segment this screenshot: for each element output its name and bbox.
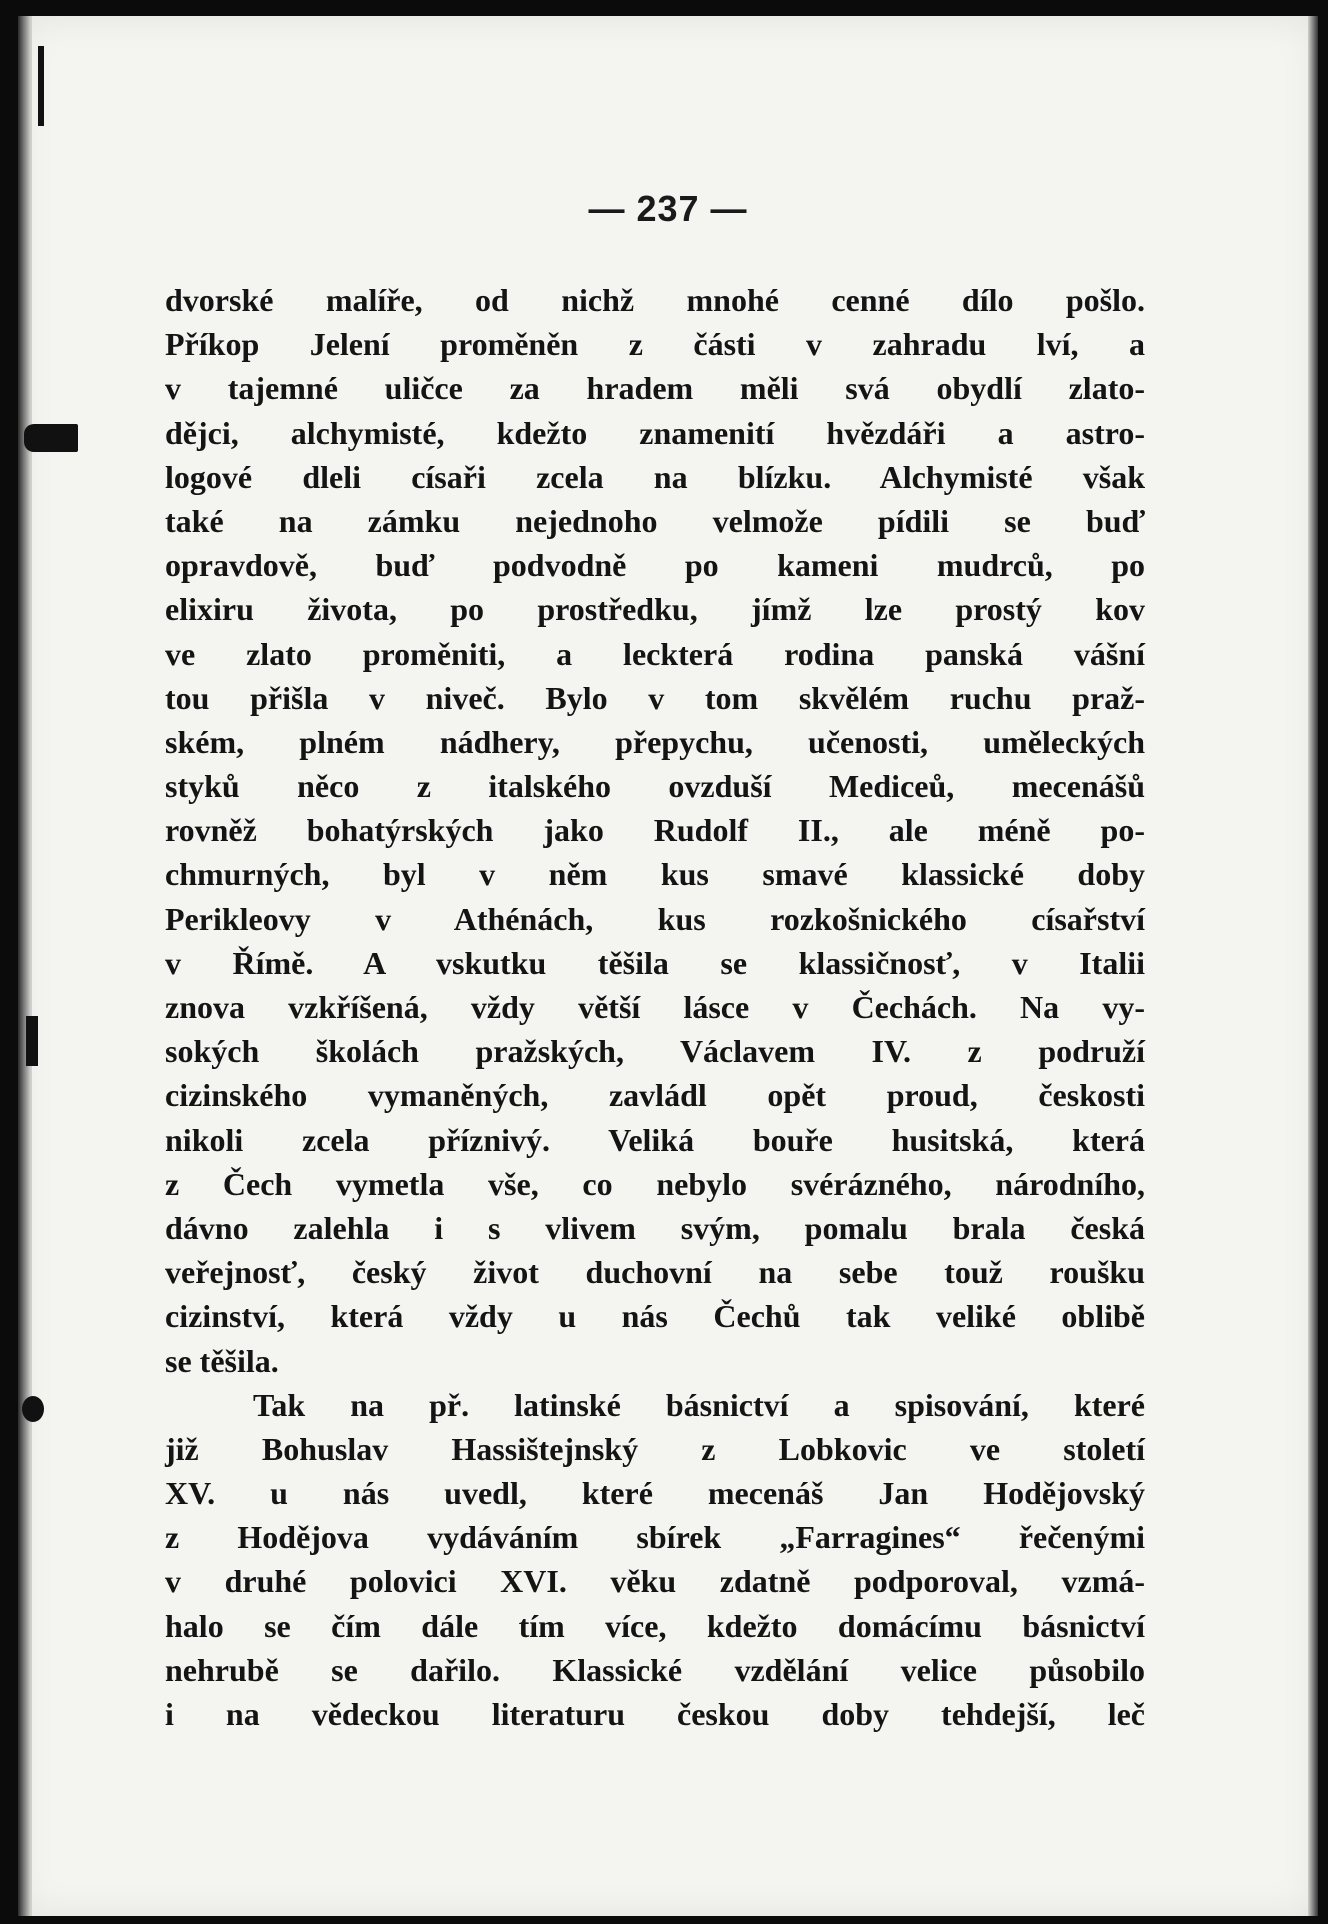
text-line: také na zámku nejednoho velmože pídili se buď xyxy=(165,502,1145,539)
binding-mark xyxy=(22,1396,44,1422)
text-line: logové dleli císaři zcela na blízku. Alchymisté však xyxy=(165,458,1145,495)
text-line: již Bohuslav Hassištejnský z Lobkovic ve století xyxy=(165,1430,1145,1467)
text-line: rovněž bohatýrských jako Rudolf II., ale méně po- xyxy=(165,812,1145,849)
text-line: se těšila. xyxy=(165,1342,279,1379)
text-line: halo se čím dále tím více, kdežto domácímu básnictví xyxy=(165,1607,1145,1644)
text-line: dvorské malíře, od nichž mnohé cenné dílo pošlo. xyxy=(165,282,1145,318)
text-line: z Čech vymetla vše, co nebylo svérázného, národního, xyxy=(165,1165,1145,1202)
text-line: tou přišla v niveč. Bylo v tom skvělém ruchu praž- xyxy=(165,679,1145,716)
body-text xyxy=(165,278,1145,1736)
text-line: ve zlato proměniti, a leckterá rodina panská vášní xyxy=(165,635,1145,672)
text-line: nikoli zcela příznivý. Veliká bouře husitská, která xyxy=(165,1121,1145,1158)
page-number: — 237 — xyxy=(588,188,748,229)
text-line: XV. u nás uvedl, které mecenáš Jan Hodějovský xyxy=(165,1475,1145,1512)
text-line: dávno zalehla i s vlivem svým, pomalu brala česká xyxy=(165,1209,1145,1246)
text-line: znova vzkříšená, vždy větší lásce v Čechách. Na vy- xyxy=(165,989,1145,1025)
text-line: Perikleovy v Athénách, kus rozkošnického císařství xyxy=(165,900,1145,937)
text-line: z Hodějova vydáváním sbírek „Farragines“ řečenými xyxy=(165,1519,1145,1556)
text-line: styků něco z italského ovzduší Mediceů, mecenášů xyxy=(165,768,1145,805)
binding-mark xyxy=(38,46,44,126)
binding-mark xyxy=(24,424,78,452)
text-line: cizinského vymaněných, zavládl opět proud, českosti xyxy=(165,1077,1145,1114)
text-line: elixiru života, po prostředku, jímž lze prostý kov xyxy=(165,591,1145,628)
text-line: sokých školách pražských, Václavem IV. z podruží xyxy=(165,1033,1145,1070)
text-line: cizinství, která vždy u nás Čechů tak veliké oblibě xyxy=(165,1298,1145,1335)
text-line: v druhé polovici XVI. věku zdatně podporoval, vzmá- xyxy=(165,1563,1145,1600)
text-line: i na vědeckou literaturu českou doby tehdejší, leč xyxy=(165,1696,1145,1732)
book-page xyxy=(18,16,1318,1916)
text-line: nehrubě se dařilo. Klassické vzdělání velice působilo xyxy=(165,1651,1145,1688)
text-line: v Římě. A vskutku těšila se klassičnosť, v Italii xyxy=(165,944,1145,981)
binding-mark xyxy=(26,1016,38,1066)
text-line: veřejnosť, český život duchovní na sebe touž roušku xyxy=(165,1254,1145,1291)
text-line: chmurných, byl v něm kus smavé klassické doby xyxy=(165,856,1145,893)
text-line: dějci, alchymisté, kdežto znamenití hvězdáři a astro- xyxy=(165,414,1145,451)
paragraph-start-line: Tak na př. latinské básnictví a spisování, které xyxy=(253,1386,1145,1423)
text-line: v tajemné uličce za hradem měli svá obydlí zlato- xyxy=(165,370,1145,407)
text-line: ském, plném nádhery, přepychu, učenosti, uměleckých xyxy=(165,723,1145,760)
text-line: opravdově, buď podvodně po kameni mudrců, po xyxy=(165,547,1145,584)
text-line: Příkop Jelení proměněn z části v zahradu lví, a xyxy=(165,326,1145,363)
